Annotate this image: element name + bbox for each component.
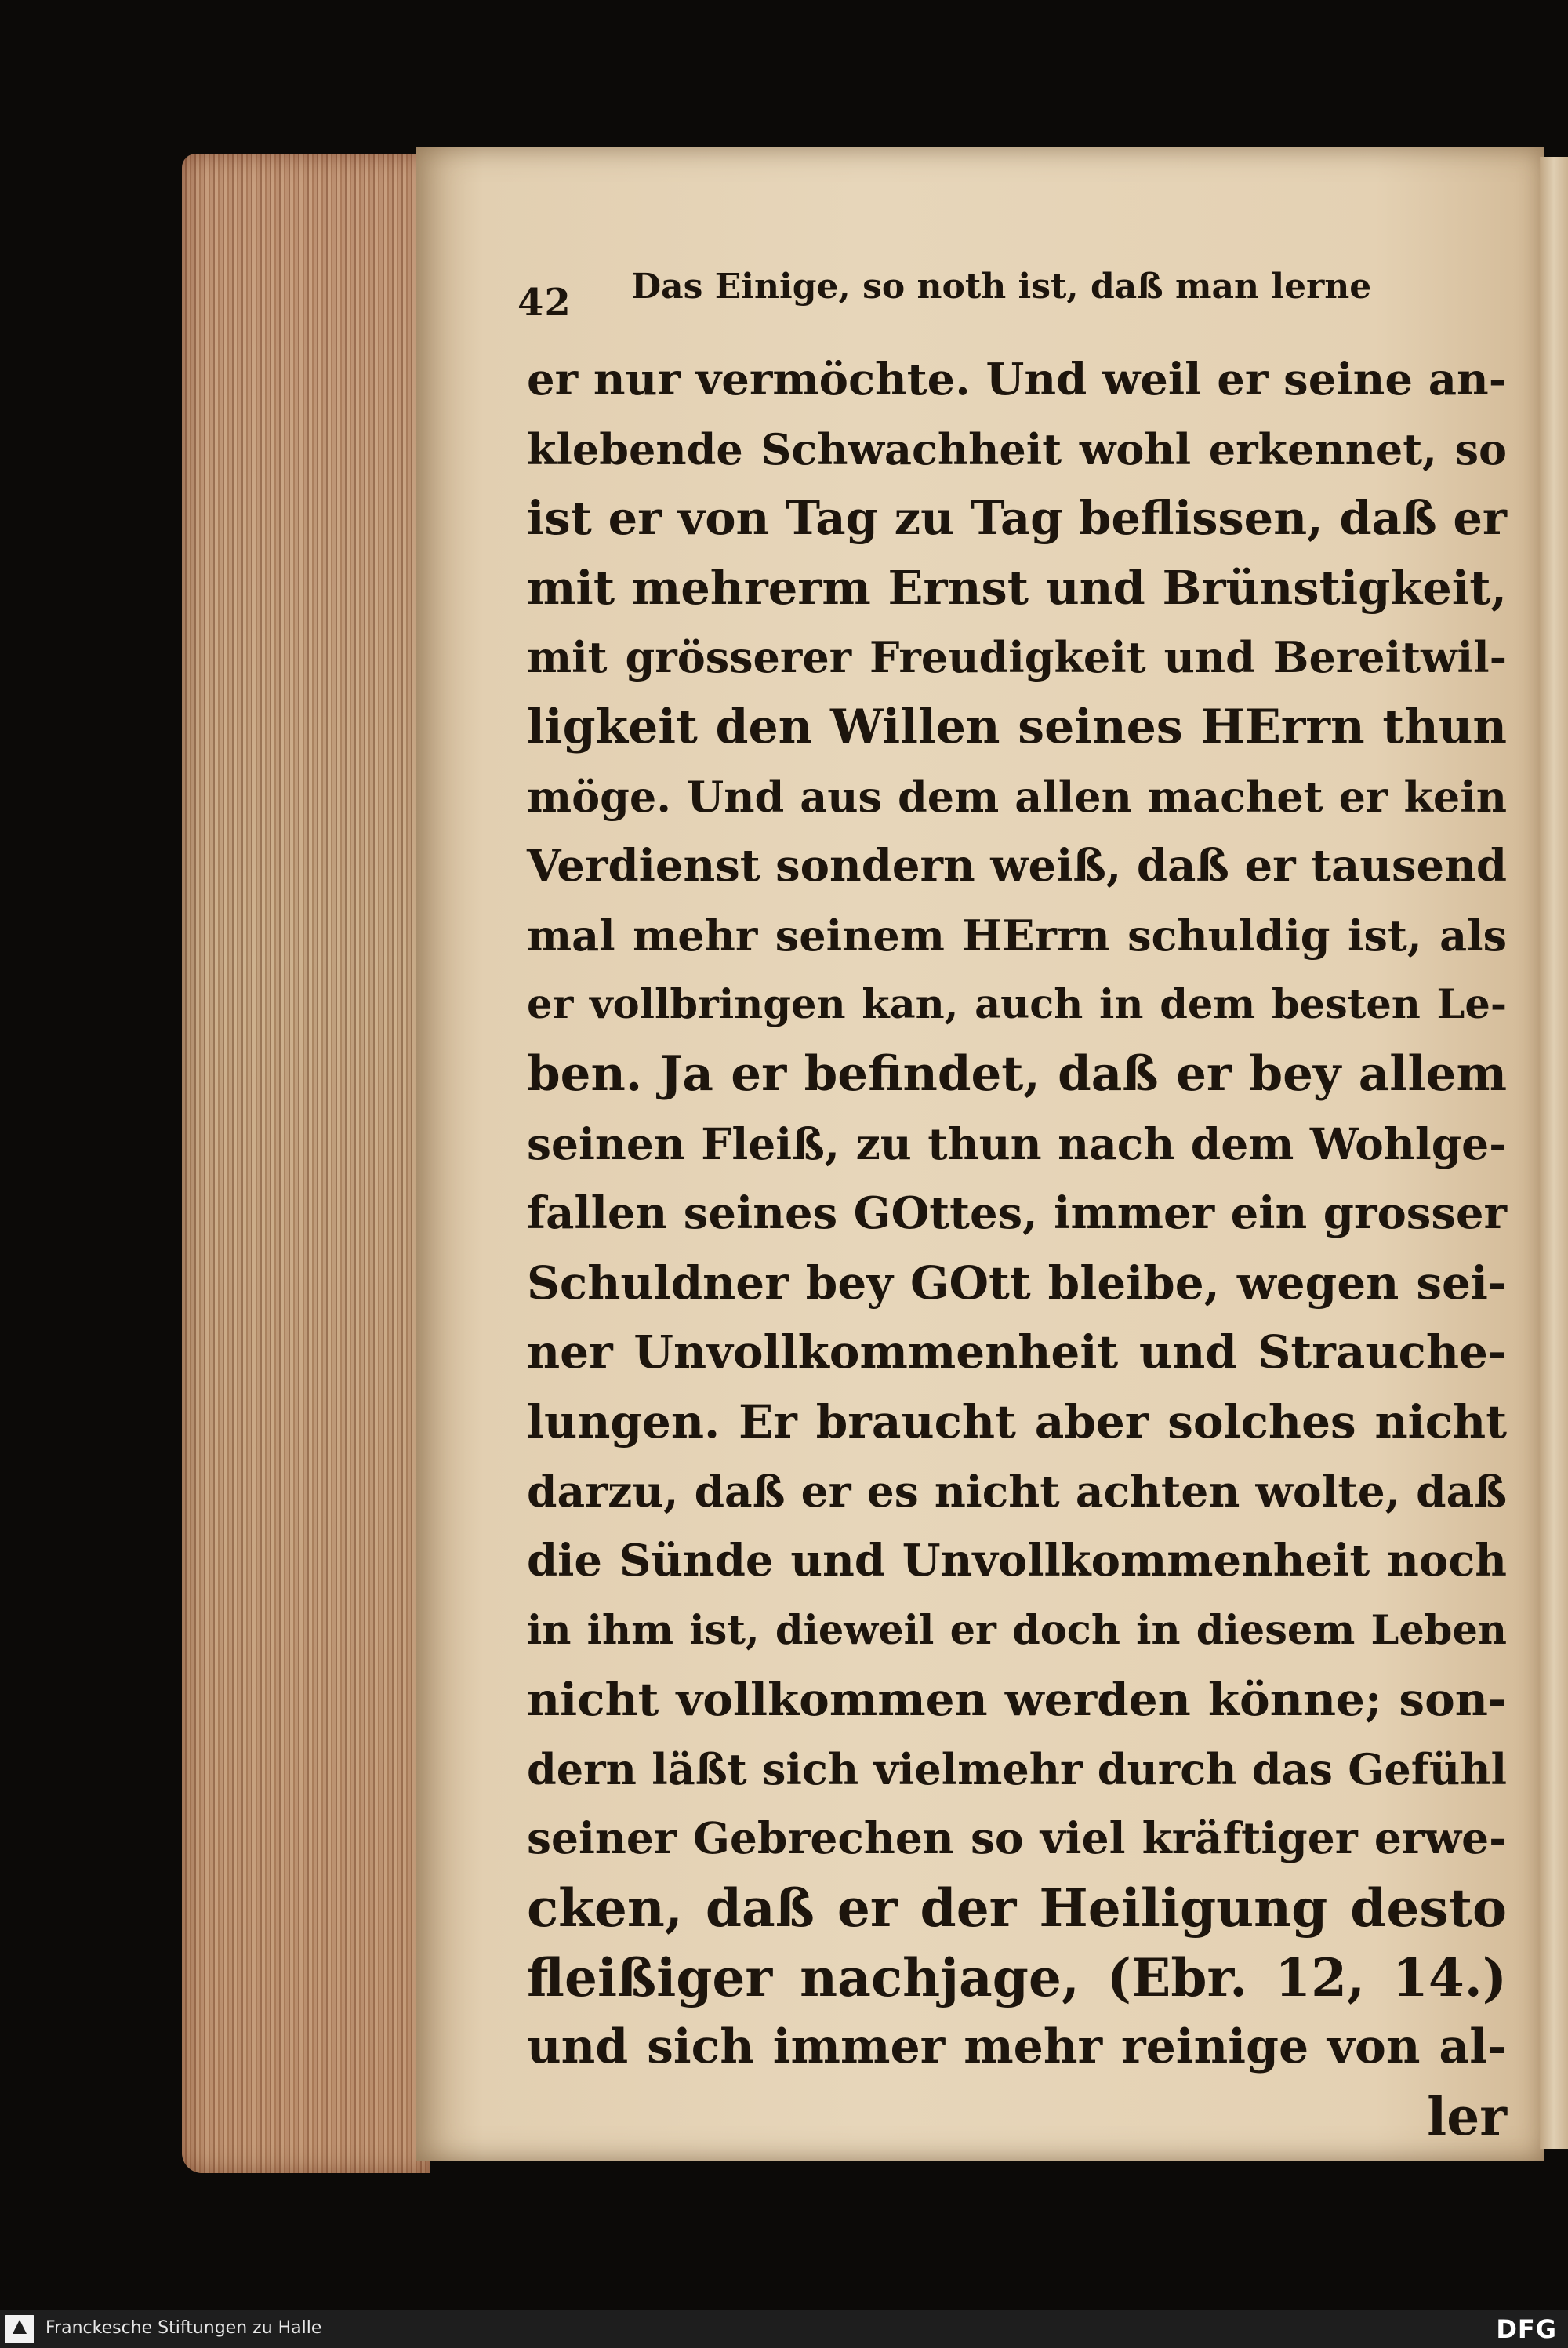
institution-logo-icon — [5, 2315, 34, 2343]
text-line: und sich immer mehr reinige von al- — [527, 2019, 1507, 2075]
text-line: nicht vollkommen werden könne; son- — [527, 1673, 1507, 1727]
running-head-title: Das Einige, so noth ist, daß man lerne — [631, 267, 1372, 307]
text-line: mit mehrerm Ernst und Brünstigkeit, — [527, 560, 1507, 615]
text-line: er vollbringen kan, auch in dem besten Le- — [527, 981, 1507, 1029]
text-line: die Sünde und Unvollkommenheit noch — [527, 1535, 1507, 1587]
text-line: möge. Und aus dem allen machet er kein — [527, 771, 1507, 822]
text-line: seinen Fleiß, zu thun nach dem Wohlge- — [527, 1118, 1507, 1169]
book-page-edges — [182, 154, 430, 2173]
text-line: klebende Schwachheit wohl erkennet, so — [527, 423, 1507, 474]
text-line: seiner Gebrechen so viel kräftiger erwe- — [527, 1812, 1507, 1864]
text-line: mal mehr seinem HErrn schuldig ist, als — [527, 910, 1507, 961]
running-head — [517, 267, 1388, 353]
text-line: ist er von Tag zu Tag beflissen, daß er — [527, 491, 1507, 546]
viewer-footer-bar — [0, 2310, 1568, 2348]
text-line: mit grösserer Freudigkeit und Bereitwil- — [527, 632, 1507, 683]
text-line: ben. Ja er befindet, daß er bey allem — [527, 1045, 1507, 1102]
text-line: Verdienst sondern weiß, daß er tausend — [527, 840, 1507, 892]
dfg-logo: DFG — [1496, 2314, 1557, 2344]
text-line: Schuldner bey GOtt bleibe, wegen sei- — [527, 1256, 1507, 1310]
text-line: ligkeit den Willen seines HErrn thun — [527, 699, 1507, 754]
footer-institution-name: Franckesche Stiftungen zu Halle — [45, 2318, 322, 2338]
text-line: ner Unvollkommenheit und Strauche- — [527, 1325, 1507, 1379]
page-number: 42 — [517, 281, 572, 325]
text-line: dern läßt sich vielmehr durch das Gefühl — [527, 1743, 1507, 1794]
text-line: in ihm ist, dieweil er doch in diesem Leben — [527, 1606, 1507, 1654]
facing-page-edge — [1540, 157, 1568, 2149]
text-line: fallen seines GOttes, immer ein grosser — [527, 1187, 1507, 1240]
body-text — [527, 345, 1507, 2151]
text-line: fleißiger nachjage, (Ebr. 12, 14.) — [527, 1946, 1507, 2008]
text-line: lungen. Er braucht aber solches nicht — [527, 1394, 1507, 1448]
text-line: cken, daß er der Heiligung desto — [527, 1877, 1507, 1939]
catchword: ler — [1427, 2085, 1507, 2147]
text-line: er nur vermöchte. Und weil er seine an- — [527, 354, 1507, 405]
text-line: darzu, daß er es nicht achten wolte, daß — [527, 1465, 1507, 1517]
